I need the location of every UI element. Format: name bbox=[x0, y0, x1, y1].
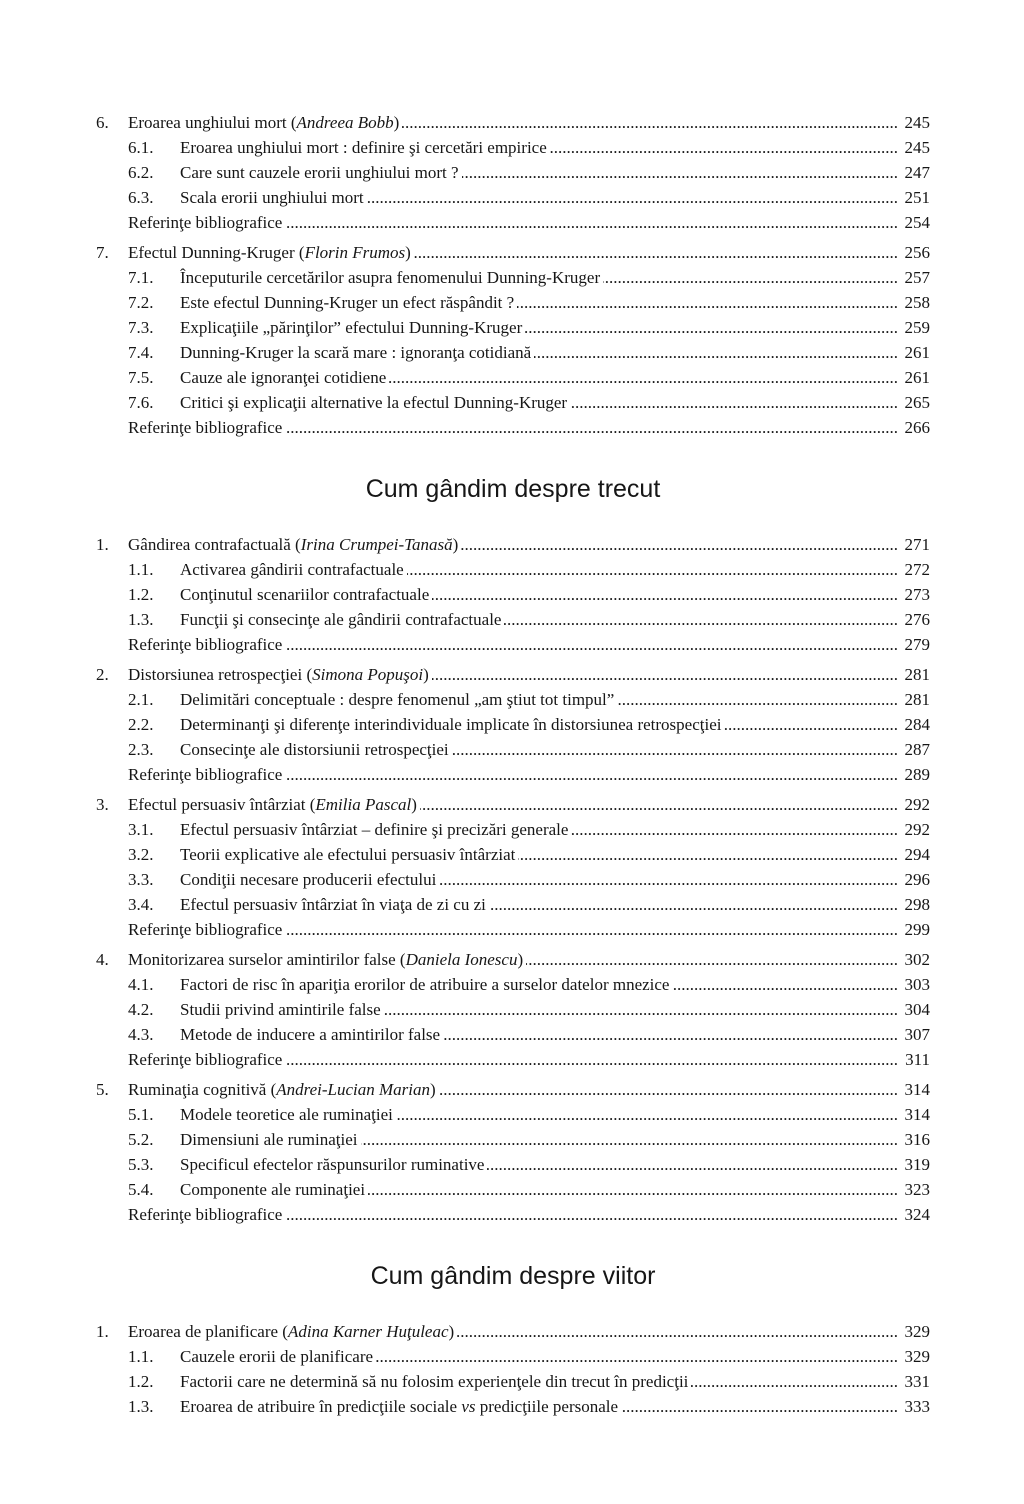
page-number: 247 bbox=[904, 163, 930, 182]
entry-title: Condiţii necesare producerii efectului bbox=[180, 870, 437, 889]
page-number: 331 bbox=[904, 1372, 930, 1391]
dot-leader bbox=[285, 210, 898, 235]
entry-title: Monitorizarea surselor amintirilor false (Daniela Ionescu) bbox=[128, 950, 524, 969]
entry-number: 5.1. bbox=[128, 1105, 154, 1124]
toc-subentry bbox=[96, 687, 930, 712]
entry-number: 2. bbox=[96, 665, 109, 684]
entry-title: Cauze ale ignoranţei cotidiene bbox=[180, 368, 387, 387]
dot-leader bbox=[526, 947, 898, 972]
dot-leader bbox=[407, 557, 898, 582]
entry-title: Delimitări conceptuale : despre fenomenul „am ştiut tot timpul” bbox=[180, 690, 615, 709]
entry-title: Consecinţe ale distorsiunii retrospecţiei bbox=[180, 740, 449, 759]
page-number: 302 bbox=[904, 950, 930, 969]
italic-text: Irina Crumpei-Tanasă bbox=[300, 535, 453, 554]
dot-leader bbox=[396, 1102, 898, 1127]
toc-subentry bbox=[96, 997, 930, 1022]
entry-title: Referinţe bibliografice bbox=[128, 1205, 283, 1224]
entry-title: Studii privind amintirile false bbox=[180, 1000, 381, 1019]
references-entry bbox=[96, 632, 930, 657]
entry-number: 7.2. bbox=[128, 293, 154, 312]
page-number: 307 bbox=[904, 1025, 930, 1044]
dot-leader bbox=[570, 390, 898, 415]
dot-leader bbox=[285, 1047, 898, 1072]
entry-title: Activarea gândirii contrafactuale bbox=[180, 560, 404, 579]
entry-title: Factorii care ne determină să nu folosim experienţele din trecut în predicţii bbox=[180, 1372, 689, 1391]
dot-leader bbox=[487, 1152, 898, 1177]
chapter bbox=[96, 240, 930, 440]
entry-title: Conţinutul scenariilor contrafactuale bbox=[180, 585, 430, 604]
toc-subentry bbox=[96, 1369, 930, 1394]
dot-leader bbox=[518, 842, 898, 867]
dot-leader bbox=[462, 160, 898, 185]
toc-entry bbox=[96, 240, 930, 265]
entry-number: 6. bbox=[96, 113, 109, 132]
dot-leader bbox=[443, 1022, 898, 1047]
page-number: 279 bbox=[904, 635, 930, 654]
dot-leader bbox=[285, 762, 898, 787]
chapter bbox=[96, 1077, 930, 1227]
dot-leader bbox=[439, 867, 898, 892]
toc-group bbox=[96, 474, 930, 1227]
dot-leader bbox=[368, 1177, 898, 1202]
toc-subentry bbox=[96, 1022, 930, 1047]
toc-subentry bbox=[96, 290, 930, 315]
dot-leader bbox=[489, 892, 898, 917]
entry-title: Efectul Dunning-Kruger (Florin Frumos) bbox=[128, 243, 411, 262]
entry-title: Componente ale ruminaţiei bbox=[180, 1180, 366, 1199]
page-number: 284 bbox=[904, 715, 930, 734]
toc-subentry bbox=[96, 315, 930, 340]
toc-entry bbox=[96, 532, 930, 557]
toc-subentry bbox=[96, 1102, 930, 1127]
page-number: 258 bbox=[904, 293, 930, 312]
entry-title: Este efectul Dunning-Kruger un efect răspândit ? bbox=[180, 293, 515, 312]
toc-subentry bbox=[96, 737, 930, 762]
entry-number: 2.1. bbox=[128, 690, 154, 709]
entry-number: 7.1. bbox=[128, 268, 154, 287]
entry-number: 1.2. bbox=[128, 1372, 154, 1391]
entry-title: Referinţe bibliografice bbox=[128, 635, 283, 654]
dot-leader bbox=[439, 1077, 898, 1102]
toc-subentry bbox=[96, 867, 930, 892]
entry-title: Referinţe bibliografice bbox=[128, 1050, 283, 1069]
dot-leader bbox=[617, 687, 898, 712]
entry-title: Eroarea unghiului mort : definire şi cercetări empirice bbox=[180, 138, 547, 157]
italic-text: Daniela Ionescu bbox=[405, 950, 518, 969]
dot-leader bbox=[285, 632, 898, 657]
toc-subentry bbox=[96, 557, 930, 582]
entry-number: 3.1. bbox=[128, 820, 154, 839]
chapter bbox=[96, 110, 930, 235]
entry-title: Gândirea contrafactuală (Irina Crumpei-Tanasă) bbox=[128, 535, 459, 554]
page-number: 323 bbox=[904, 1180, 930, 1199]
chapter bbox=[96, 947, 930, 1072]
entry-title: Referinţe bibliografice bbox=[128, 765, 283, 784]
page-number: 314 bbox=[904, 1080, 930, 1099]
entry-number: 1.3. bbox=[128, 610, 154, 629]
entry-title: Distorsiunea retrospecţiei (Simona Popuşoi) bbox=[128, 665, 429, 684]
toc-subentry bbox=[96, 1127, 930, 1152]
italic-text: vs bbox=[461, 1397, 476, 1416]
chapter bbox=[96, 532, 930, 657]
toc-subentry bbox=[96, 712, 930, 737]
dot-leader bbox=[367, 185, 898, 210]
entry-number: 7.4. bbox=[128, 343, 154, 362]
chapter bbox=[96, 662, 930, 787]
entry-number: 5.4. bbox=[128, 1180, 154, 1199]
page-number: 329 bbox=[904, 1347, 930, 1366]
entry-title: Efectul persuasiv întârziat (Emilia Pascal) bbox=[128, 795, 417, 814]
dot-leader bbox=[285, 1202, 898, 1227]
toc-subentry bbox=[96, 265, 930, 290]
entry-title: Funcţii şi consecinţe ale gândirii contrafactuale bbox=[180, 610, 502, 629]
toc-entry bbox=[96, 792, 930, 817]
toc-group bbox=[96, 1261, 930, 1419]
dot-leader bbox=[603, 265, 898, 290]
entry-title: Eroarea de atribuire în predicţiile sociale vs predicţiile personale bbox=[180, 1397, 619, 1416]
entry-title: Eroarea unghiului mort (Andreea Bobb) bbox=[128, 113, 400, 132]
page-number: 261 bbox=[904, 343, 930, 362]
page-number: 311 bbox=[905, 1050, 930, 1069]
section-heading: Cum gândim despre trecut bbox=[365, 475, 661, 503]
toc-subentry bbox=[96, 892, 930, 917]
entry-number: 6.2. bbox=[128, 163, 154, 182]
entry-number: 5.2. bbox=[128, 1130, 154, 1149]
italic-text: Andreea Bobb bbox=[296, 113, 394, 132]
entry-number: 1.1. bbox=[128, 560, 154, 579]
entry-title: Referinţe bibliografice bbox=[128, 920, 283, 939]
page-number: 273 bbox=[904, 585, 930, 604]
entry-number: 4. bbox=[96, 950, 109, 969]
toc-subentry bbox=[96, 340, 930, 365]
dot-leader bbox=[461, 532, 898, 557]
page-number: 319 bbox=[904, 1155, 930, 1174]
entry-title: Ruminaţia cognitivă (Andrei-Lucian Marian) bbox=[128, 1080, 436, 1099]
entry-title: Începuturile cercetărilor asupra fenomenului Dunning-Kruger bbox=[180, 268, 601, 287]
page-number: 276 bbox=[904, 610, 930, 629]
entry-number: 3.3. bbox=[128, 870, 154, 889]
page-number: 314 bbox=[904, 1105, 930, 1124]
dot-leader bbox=[691, 1369, 898, 1394]
toc-subentry bbox=[96, 1344, 930, 1369]
entry-number: 7.6. bbox=[128, 393, 154, 412]
toc-entry bbox=[96, 947, 930, 972]
dot-leader bbox=[452, 737, 898, 762]
page-number: 271 bbox=[904, 535, 930, 554]
chapter bbox=[96, 792, 930, 942]
entry-number: 3.4. bbox=[128, 895, 154, 914]
entry-number: 2.3. bbox=[128, 740, 154, 759]
entry-title: Critici şi explicaţii alternative la efectul Dunning-Kruger bbox=[180, 393, 568, 412]
dot-leader bbox=[432, 662, 898, 687]
references-entry bbox=[96, 762, 930, 787]
toc-subentry bbox=[96, 390, 930, 415]
page-number: 281 bbox=[904, 665, 930, 684]
entry-title: Scala erorii unghiului mort bbox=[180, 188, 364, 207]
entry-number: 4.2. bbox=[128, 1000, 154, 1019]
dot-leader bbox=[724, 712, 898, 737]
entry-title: Modele teoretice ale ruminaţiei bbox=[180, 1105, 393, 1124]
entry-title: Teorii explicative ale efectului persuasiv întârziat bbox=[180, 845, 516, 864]
entry-number: 2.2. bbox=[128, 715, 154, 734]
entry-title: Metode de inducere a amintirilor false bbox=[180, 1025, 441, 1044]
toc-subentry bbox=[96, 185, 930, 210]
toc bbox=[96, 110, 930, 1419]
page-number: 259 bbox=[904, 318, 930, 337]
toc-subentry bbox=[96, 365, 930, 390]
dot-leader bbox=[285, 917, 898, 942]
page-number: 296 bbox=[904, 870, 930, 889]
page-number: 245 bbox=[904, 113, 930, 132]
page-number: 254 bbox=[904, 213, 930, 232]
page-number: 292 bbox=[904, 820, 930, 839]
toc-subentry bbox=[96, 972, 930, 997]
toc-subentry bbox=[96, 607, 930, 632]
entry-number: 5. bbox=[96, 1080, 109, 1099]
toc-subentry bbox=[96, 160, 930, 185]
dot-leader bbox=[525, 315, 898, 340]
page-number: 266 bbox=[904, 418, 930, 437]
entry-number: 3.2. bbox=[128, 845, 154, 864]
page-number: 298 bbox=[904, 895, 930, 914]
toc-entry bbox=[96, 662, 930, 687]
entry-title: Determinanţi şi diferenţe interindividuale implicate în distorsiunea retrospecţiei bbox=[180, 715, 722, 734]
dot-leader bbox=[361, 1127, 898, 1152]
references-entry bbox=[96, 1202, 930, 1227]
entry-number: 1. bbox=[96, 1322, 109, 1341]
entry-title: Referinţe bibliografice bbox=[128, 418, 283, 437]
dot-leader bbox=[432, 582, 898, 607]
page-number: 289 bbox=[904, 765, 930, 784]
entry-number: 1.3. bbox=[128, 1397, 154, 1416]
page-number: 272 bbox=[904, 560, 930, 579]
page-number: 265 bbox=[904, 393, 930, 412]
dot-leader bbox=[504, 607, 898, 632]
references-entry bbox=[96, 917, 930, 942]
entry-number: 1.1. bbox=[128, 1347, 154, 1366]
references-entry bbox=[96, 210, 930, 235]
toc-subentry bbox=[96, 582, 930, 607]
toc-subentry bbox=[96, 1177, 930, 1202]
entry-number: 6.3. bbox=[128, 188, 154, 207]
italic-text: Adina Karner Huţuleac bbox=[287, 1322, 449, 1341]
toc-entry bbox=[96, 1319, 930, 1344]
references-entry bbox=[96, 415, 930, 440]
dot-leader bbox=[420, 792, 898, 817]
entry-number: 4.3. bbox=[128, 1025, 154, 1044]
entry-title: Efectul persuasiv întârziat în viaţa de zi cu zi bbox=[180, 895, 486, 914]
toc-entry bbox=[96, 110, 930, 135]
page-number: 287 bbox=[904, 740, 930, 759]
page-number: 251 bbox=[904, 188, 930, 207]
page-number: 333 bbox=[904, 1397, 930, 1416]
italic-text: Florin Frumos bbox=[304, 243, 406, 262]
page-number: 304 bbox=[904, 1000, 930, 1019]
toc-subentry bbox=[96, 1394, 930, 1419]
dot-leader bbox=[621, 1394, 898, 1419]
toc-entry bbox=[96, 1077, 930, 1102]
toc-subentry bbox=[96, 842, 930, 867]
dot-leader bbox=[550, 135, 898, 160]
italic-text: Simona Popuşoi bbox=[312, 665, 424, 684]
page-number: 256 bbox=[904, 243, 930, 262]
entry-number: 5.3. bbox=[128, 1155, 154, 1174]
dot-leader bbox=[534, 340, 898, 365]
dot-leader bbox=[517, 290, 898, 315]
entry-title: Factori de risc în apariţia erorilor de atribuire a surselor datelor mnezice bbox=[180, 975, 670, 994]
page-number: 299 bbox=[904, 920, 930, 939]
entry-number: 7.3. bbox=[128, 318, 154, 337]
entry-number: 7. bbox=[96, 243, 109, 262]
entry-number: 1.2. bbox=[128, 585, 154, 604]
dot-leader bbox=[571, 817, 898, 842]
toc-group bbox=[96, 110, 930, 440]
page-number: 303 bbox=[904, 975, 930, 994]
entry-number: 6.1. bbox=[128, 138, 154, 157]
entry-title: Eroarea de planificare (Adina Karner Huţuleac) bbox=[128, 1322, 455, 1341]
references-entry bbox=[96, 1047, 930, 1072]
page-number: 261 bbox=[904, 368, 930, 387]
entry-number: 7.5. bbox=[128, 368, 154, 387]
dot-leader bbox=[457, 1319, 898, 1344]
entry-number: 1. bbox=[96, 535, 109, 554]
dot-leader bbox=[389, 365, 898, 390]
dot-leader bbox=[414, 240, 898, 265]
italic-text: Andrei-Lucian Marian bbox=[276, 1080, 431, 1099]
page-number: 281 bbox=[904, 690, 930, 709]
chapter bbox=[96, 1319, 930, 1419]
entry-title: Efectul persuasiv întârziat – definire şi precizări generale bbox=[180, 820, 569, 839]
toc-subentry bbox=[96, 135, 930, 160]
entry-title: Specificul efectelor răspunsurilor ruminative bbox=[180, 1155, 485, 1174]
entry-title: Care sunt cauzele erorii unghiului mort ? bbox=[180, 163, 459, 182]
toc-subentry bbox=[96, 1152, 930, 1177]
dot-leader bbox=[376, 1344, 898, 1369]
entry-title: Cauzele erorii de planificare bbox=[180, 1347, 374, 1366]
dot-leader bbox=[672, 972, 898, 997]
dot-leader bbox=[402, 110, 898, 135]
entry-title: Explicaţiile „părinţilor” efectului Dunning-Kruger bbox=[180, 318, 523, 337]
page-number: 257 bbox=[904, 268, 930, 287]
page-number: 316 bbox=[904, 1130, 930, 1149]
entry-title: Dunning-Kruger la scară mare : ignoranţa cotidiană bbox=[180, 343, 532, 362]
page-number: 292 bbox=[904, 795, 930, 814]
entry-title: Dimensiuni ale ruminaţiei bbox=[180, 1130, 358, 1149]
dot-leader bbox=[384, 997, 898, 1022]
entry-number: 3. bbox=[96, 795, 109, 814]
entry-number: 4.1. bbox=[128, 975, 154, 994]
page-number: 294 bbox=[904, 845, 930, 864]
entry-title: Referinţe bibliografice bbox=[128, 213, 283, 232]
page-number: 329 bbox=[904, 1322, 930, 1341]
dot-leader bbox=[285, 415, 898, 440]
italic-text: Emilia Pascal bbox=[315, 795, 412, 814]
section-heading: Cum gândim despre viitor bbox=[370, 1262, 656, 1290]
page-number: 245 bbox=[904, 138, 930, 157]
toc-subentry bbox=[96, 817, 930, 842]
page-number: 324 bbox=[904, 1205, 930, 1224]
